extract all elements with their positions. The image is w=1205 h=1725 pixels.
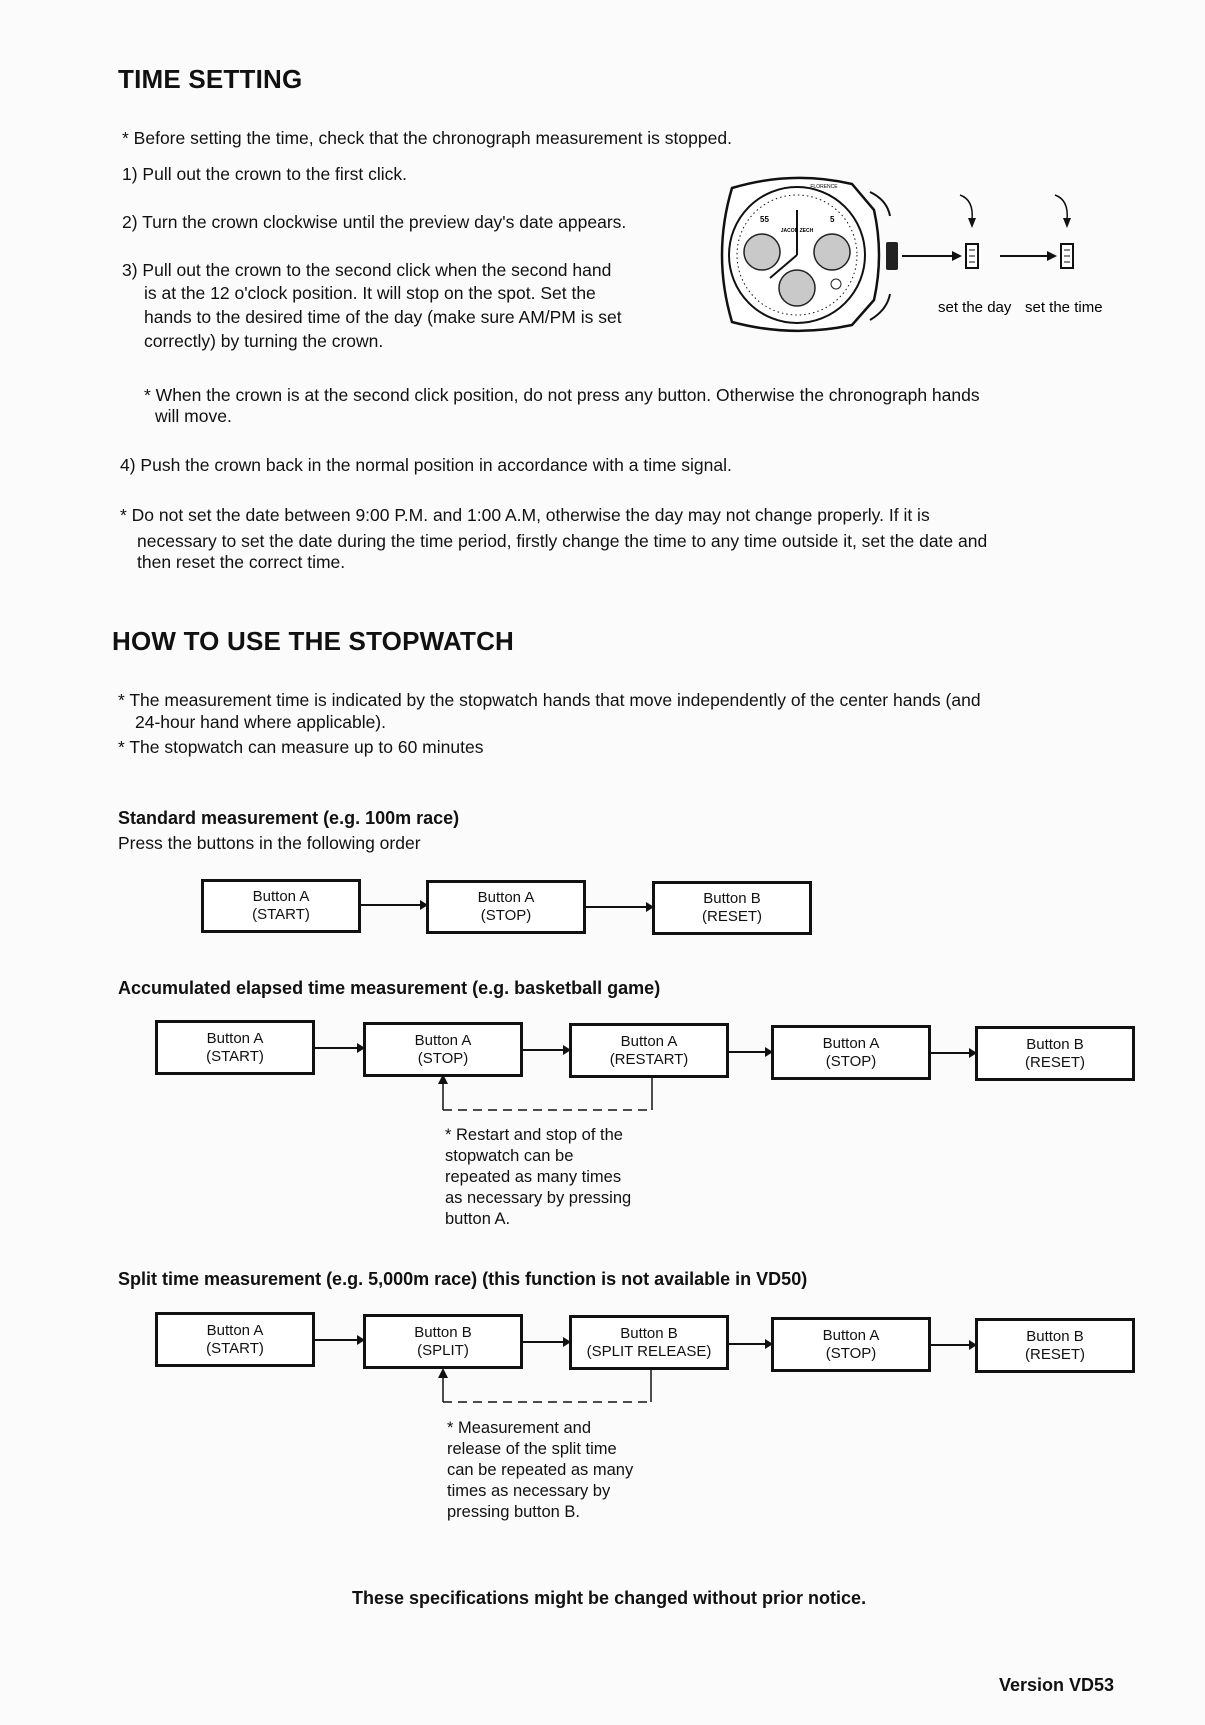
step-3-line-3: hands to the desired time of the day (make sure AM/PM is set	[144, 307, 622, 327]
disclaimer: These specifications might be changed without prior notice.	[352, 1588, 867, 1608]
standard-heading: Standard measurement (e.g. 100m race)	[118, 808, 460, 828]
box-action: (SPLIT)	[417, 1341, 469, 1359]
dial-number-right: 5	[830, 215, 835, 224]
note-line: as necessary by pressing	[445, 1189, 632, 1207]
box-action: (STOP)	[825, 1052, 877, 1070]
split-note	[447, 1418, 633, 1523]
standard-box-2	[426, 880, 586, 934]
label-set-the-time: set the time	[1025, 299, 1103, 316]
box-label: Button B	[1026, 1035, 1084, 1053]
split-box-2	[363, 1314, 523, 1369]
standard-intro: Press the buttons in the following order	[118, 833, 421, 853]
box-label: Button A	[206, 1029, 264, 1047]
standard-box-1	[201, 879, 361, 933]
box-label: Button A	[822, 1034, 880, 1052]
note-date-line-1: * Do not set the date between 9:00 P.M. and 1:00 A.M, otherwise the day may not change properly. If it is	[120, 505, 930, 525]
split-heading: Split time measurement (e.g. 5,000m race) (this function is not available in VD50)	[118, 1269, 808, 1289]
accumulated-heading: Accumulated elapsed time measurement (e.g. basketball game)	[118, 978, 661, 998]
note-before: * Before setting the time, check that the chronograph measurement is stopped.	[122, 128, 732, 148]
accumulated-note	[445, 1125, 631, 1230]
accumulated-box-1	[155, 1020, 315, 1075]
note-crown-line-2: will move.	[155, 406, 232, 426]
label-set-the-day: set the day	[938, 299, 1012, 316]
step-3-line-4: correctly) by turning the crown.	[144, 331, 384, 351]
box-action: (START)	[206, 1339, 264, 1357]
box-action: (RESTART)	[609, 1050, 689, 1068]
dial-number-left: 55	[760, 215, 769, 224]
box-label: Button B	[414, 1323, 472, 1341]
note-line: * Measurement and	[447, 1419, 591, 1437]
box-label: Button A	[252, 888, 310, 905]
stopwatch-title: HOW TO USE THE STOPWATCH	[112, 626, 515, 656]
box-action: (START)	[252, 906, 310, 923]
box-label: Button A	[477, 889, 535, 906]
note-line: repeated as many times	[445, 1168, 622, 1186]
accumulated-box-5	[975, 1026, 1135, 1081]
box-action: (RESET)	[1025, 1345, 1085, 1363]
box-action: (START)	[206, 1047, 264, 1065]
box-action: (SPLIT RELEASE)	[586, 1342, 712, 1360]
step-3-line-2: is at the 12 o'clock position. It will stop on the spot. Set the	[144, 283, 596, 303]
stopwatch-note-1-line-2: 24-hour hand where applicable).	[135, 712, 386, 732]
step-2: 2) Turn the crown clockwise until the preview day's date appears.	[122, 212, 627, 232]
split-box-5	[975, 1318, 1135, 1373]
note-line: release of the split time	[447, 1440, 617, 1458]
time-setting-title: TIME SETTING	[118, 64, 303, 94]
split-box-1	[155, 1312, 315, 1367]
step-1: 1) Pull out the crown to the first click.	[122, 164, 407, 184]
box-label: Button A	[822, 1326, 880, 1344]
accumulated-box-4	[771, 1025, 931, 1080]
note-line: times as necessary by	[447, 1482, 611, 1500]
stopwatch-note-2: * The stopwatch can measure up to 60 minutes	[118, 737, 484, 757]
note-line: * Restart and stop of the	[445, 1126, 623, 1144]
note-line: can be repeated as many	[447, 1461, 634, 1479]
stopwatch-note-1-line-1: * The measurement time is indicated by the stopwatch hands that move independently of the center hands (and	[118, 690, 981, 710]
box-label: Button A	[206, 1321, 264, 1339]
standard-box-3	[652, 881, 812, 935]
note-line: button A.	[445, 1210, 511, 1228]
dial-city: FLORENCE	[810, 184, 838, 190]
dial-brand: JACOB ZECH	[780, 228, 814, 234]
box-action: (RESET)	[702, 908, 762, 925]
box-label: Button B	[620, 1324, 678, 1342]
note-date-line-2: necessary to set the date during the time period, firstly change the time to any time outside it, set the date and	[137, 531, 988, 551]
accumulated-box-2	[363, 1022, 523, 1077]
step-4: 4) Push the crown back in the normal position in accordance with a time signal.	[120, 455, 732, 475]
accumulated-box-3	[569, 1023, 729, 1078]
box-action: (STOP)	[825, 1344, 877, 1362]
box-action: (RESET)	[1025, 1053, 1085, 1071]
note-line: stopwatch can be	[445, 1147, 574, 1165]
note-date-line-3: then reset the correct time.	[137, 552, 346, 572]
note-crown-line-1: * When the crown is at the second click position, do not press any button. Otherwise the chronograph hands	[144, 385, 980, 405]
note-line: pressing button B.	[447, 1503, 580, 1521]
split-box-4	[771, 1317, 931, 1372]
step-3-line-1: 3) Pull out the crown to the second click when the second hand	[122, 260, 612, 280]
box-label: Button B	[703, 890, 761, 907]
box-label: Button B	[1026, 1327, 1084, 1345]
box-label: Button A	[414, 1031, 472, 1049]
box-label: Button A	[620, 1032, 678, 1050]
box-action: (STOP)	[480, 907, 532, 924]
version-label: Version VD53	[999, 1675, 1115, 1695]
split-box-3	[569, 1315, 729, 1370]
box-action: (STOP)	[417, 1049, 469, 1067]
